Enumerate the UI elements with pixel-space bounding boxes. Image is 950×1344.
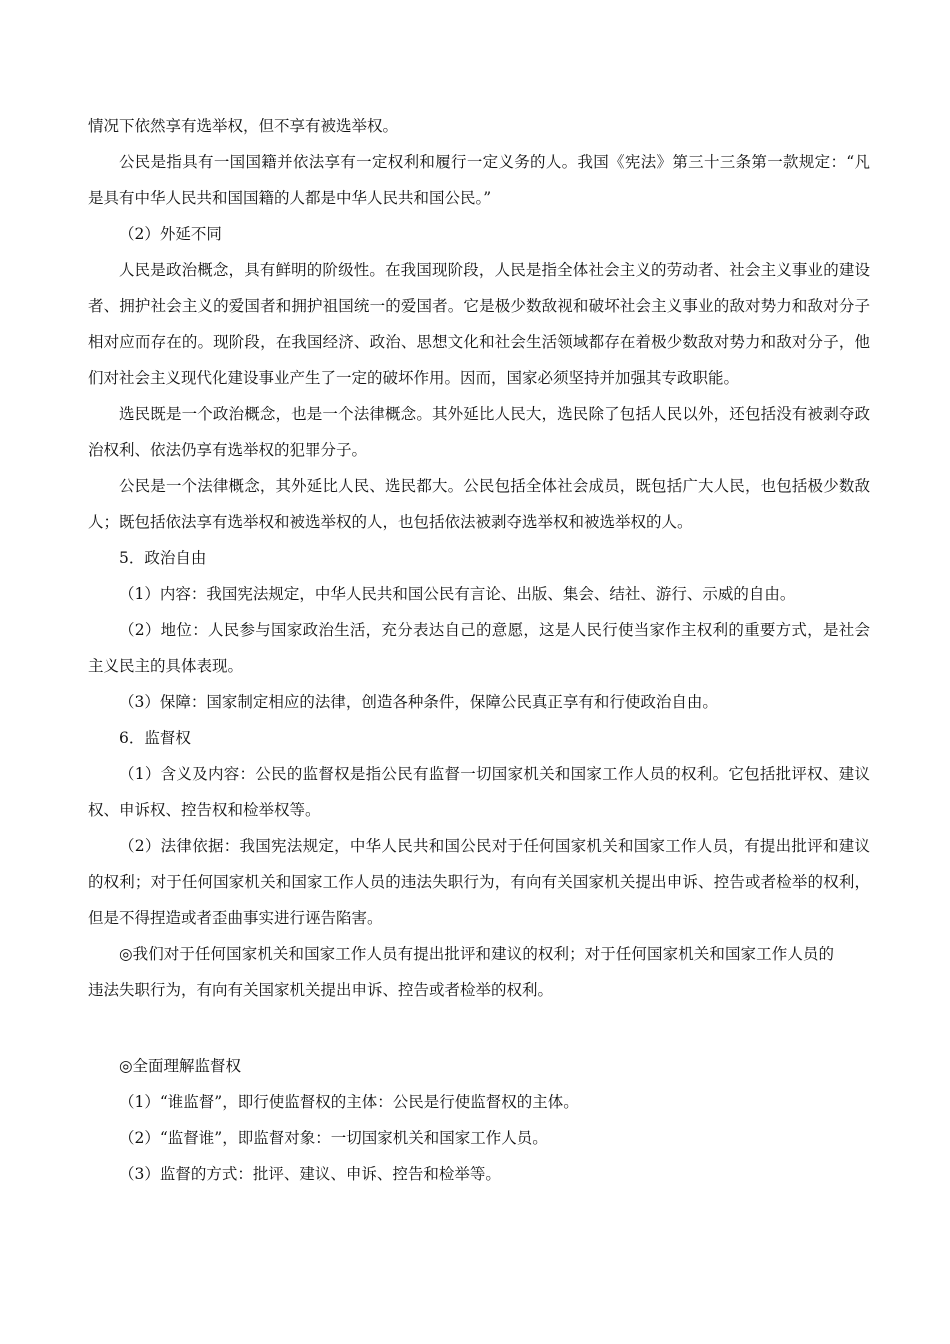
people-paragraph: 人民是政治概念，具有鲜明的阶级性。在我国现阶段，人民是指全体社会主义的劳动者、社会主义事业的建设者、拥护社会主义的爱国者和拥护祖国统一的爱国者。它是极少数敌视和破坏社会主义事业的敌对势力和敌对分子相对应而存在的。现阶段，在我国经济、政治、思想文化和社会生活领域都存在着极少数敌对势力和敌对分子，他们对社会主义现代化建设事业产生了一定的破坏作用。因而，国家必须坚持并加强其专政职能。 bbox=[88, 261, 870, 387]
supervision-legal-basis-paragraph: （2）法律依据：我国宪法规定，中华人民共和国公民对于任何国家机关和国家工作人员，有提出批评和建议的权利；对于任何国家机关和国家工作人员的违法失职行为，有向有关国家机关提出申诉、控告或者检举的权利，但是不得捏造或者歪曲事实进行诬告陷害。 bbox=[88, 837, 870, 927]
citizen-scope-paragraph: 公民是一个法律概念，其外延比人民、选民都大。公民包括全体社会成员，既包括广大人民，也包括极少数敌人；既包括依法享有选举权和被选举权的人，也包括依法被剥夺选举权和被选举权的人。 bbox=[88, 477, 870, 531]
note-paragraph: ◎我们对于任何国家机关和国家工作人员有提出批评和建议的权利；对于任何国家机关和国家工作人员的违法失职行为，有向有关国家机关提出申诉、控告或者检举的权利。 bbox=[88, 945, 834, 999]
understand-subject-item: （1）“谁监督”，即行使监督权的主体：公民是行使监督权的主体。 bbox=[119, 1093, 579, 1111]
freedom-status-paragraph: （2）地位：人民参与国家政治生活，充分表达自己的意愿，这是人民行使当家作主权利的重要方式，是社会主义民主的具体表现。 bbox=[88, 621, 870, 675]
understand-object-item: （2）“监督谁”，即监督对象：一切国家机关和国家工作人员。 bbox=[119, 1129, 548, 1147]
extension-heading: （2）外延不同 bbox=[119, 225, 222, 243]
intro-paragraph: 情况下依然享有选举权，但不享有被选举权。 bbox=[88, 117, 399, 135]
document-page bbox=[88, 108, 870, 1192]
blank-gap bbox=[88, 1008, 870, 1048]
freedom-content-paragraph: （1）内容：我国宪法规定，中华人民共和国公民有言论、出版、集会、结社、游行、示威的自由。 bbox=[119, 585, 796, 603]
freedom-guarantee-paragraph: （3）保障：国家制定相应的法律，创造各种条件，保障公民真正享有和行使政治自由。 bbox=[119, 693, 718, 711]
voters-paragraph: 选民既是一个政治概念，也是一个法律概念。其外延比人民大，选民除了包括人民以外，还包括没有被剥夺政治权利、依法仍享有选举权的犯罪分子。 bbox=[88, 405, 870, 459]
citizen-definition-paragraph: 公民是指具有一国国籍并依法享有一定权利和履行一定义务的人。我国《宪法》第三十三条第一款规定：“凡是具有中华人民共和国国籍的人都是中华人民共和国公民。” bbox=[88, 153, 870, 207]
political-freedom-heading: 5．政治自由 bbox=[119, 549, 207, 567]
understand-method-item: （3）监督的方式：批评、建议、申诉、控告和检举等。 bbox=[119, 1165, 501, 1183]
understand-supervision-heading: ◎全面理解监督权 bbox=[119, 1057, 242, 1075]
supervision-meaning-paragraph: （1）含义及内容：公民的监督权是指公民有监督一切国家机关和国家工作人员的权利。它包括批评权、建议权、申诉权、控告权和检举权等。 bbox=[88, 765, 870, 819]
supervision-heading: 6．监督权 bbox=[119, 729, 191, 747]
